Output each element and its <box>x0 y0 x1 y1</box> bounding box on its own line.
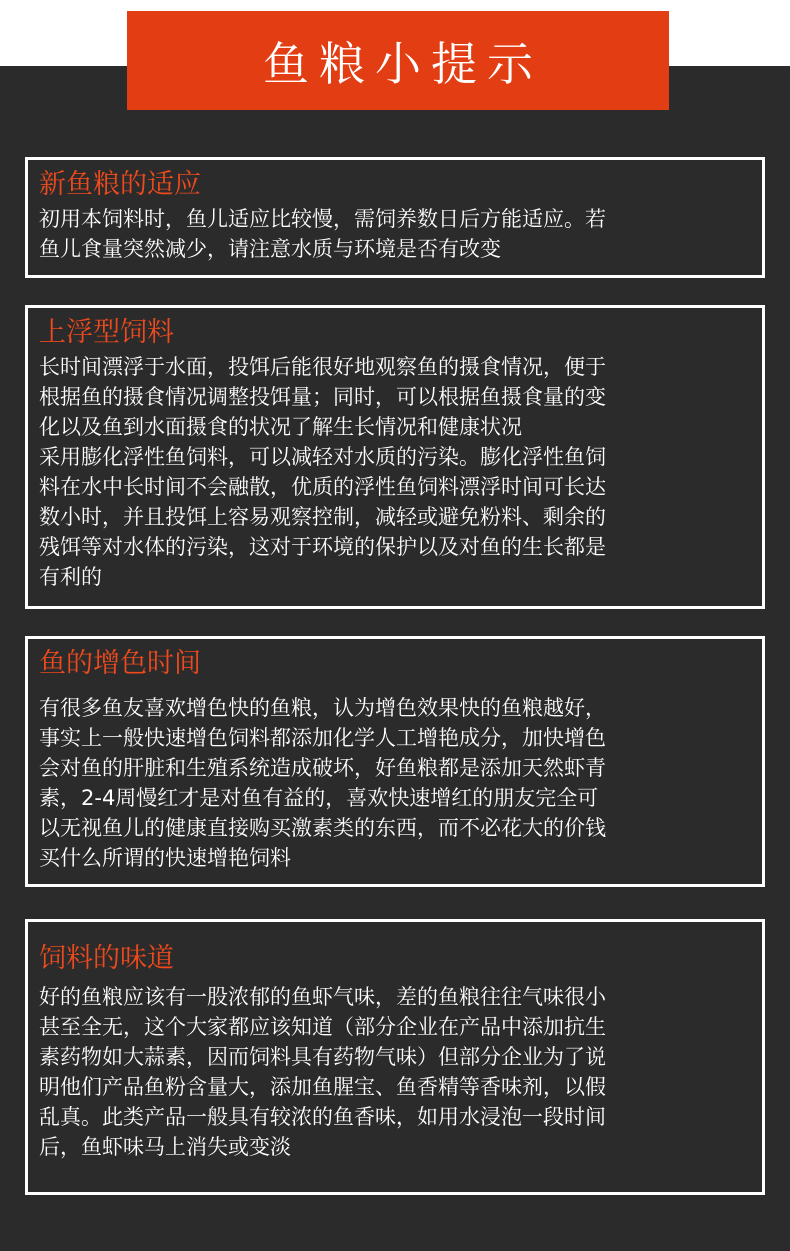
section-body <box>39 982 752 1162</box>
text-line: 数小时，并且投饵上容易观察控制，减轻或避免粉料、剩余的 <box>39 505 606 529</box>
section-new-food-adaptation <box>25 157 765 278</box>
text-line: 买什么所谓的快速增艳饲料 <box>39 846 291 870</box>
section-body <box>39 352 752 592</box>
page-title: 鱼粮小提示 <box>263 36 543 91</box>
text-line: 会对鱼的肝脏和生殖系统造成破坏，好鱼粮都是添加天然虾青 <box>39 756 606 780</box>
text-line: 事实上一般快速增色饲料都添加化学人工增艳成分，加快增色 <box>39 726 606 750</box>
text-line: 根据鱼的摄食情况调整投饵量；同时，可以根据鱼摄食量的变 <box>39 385 606 409</box>
section-body <box>39 204 752 264</box>
section-title: 新鱼粮的适应 <box>39 169 201 200</box>
text-line: 残饵等对水体的污染，这对于环境的保护以及对鱼的生长都是 <box>39 535 606 559</box>
text-line: 采用膨化浮性鱼饲料，可以减轻对水质的污染。膨化浮性鱼饲 <box>39 445 606 469</box>
text-line: 素，2-4周慢红才是对鱼有益的，喜欢快速增红的朋友完全可 <box>39 786 599 810</box>
header-banner <box>127 11 669 110</box>
text-line: 鱼儿食量突然减少，请注意水质与环境是否有改变 <box>39 237 501 261</box>
text-line: 化以及鱼到水面摄食的状况了解生长情况和健康状况 <box>39 415 522 439</box>
section-body <box>39 693 752 873</box>
text-line: 料在水中长时间不会融散，优质的浮性鱼饲料漂浮时间可长达 <box>39 475 606 499</box>
text-line: 明他们产品鱼粉含量大，添加鱼腥宝、鱼香精等香味剂，以假 <box>39 1075 606 1099</box>
text-line: 素药物如大蒜素，因而饲料具有药物气味）但部分企业为了说 <box>39 1045 606 1069</box>
text-line: 乱真。此类产品一般具有较浓的鱼香味，如用水浸泡一段时间 <box>39 1105 606 1129</box>
text-line: 好的鱼粮应该有一股浓郁的鱼虾气味，差的鱼粮往往气味很小 <box>39 985 606 1009</box>
section-title: 鱼的增色时间 <box>39 648 201 679</box>
section-title: 上浮型饲料 <box>39 317 174 348</box>
section-floating-feed <box>25 305 765 609</box>
text-line: 初用本饲料时，鱼儿适应比较慢，需饲养数日后方能适应。若 <box>39 207 606 231</box>
section-title: 饲料的味道 <box>39 943 174 974</box>
text-line: 以无视鱼儿的健康直接购买激素类的东西，而不必花大的价钱 <box>39 816 606 840</box>
section-feed-smell <box>25 919 765 1195</box>
section-color-enhancement-time <box>25 636 765 887</box>
text-line: 有很多鱼友喜欢增色快的鱼粮，认为增色效果快的鱼粮越好， <box>39 696 606 720</box>
text-line: 甚至全无，这个大家都应该知道（部分企业在产品中添加抗生 <box>39 1015 606 1039</box>
text-line: 后，鱼虾味马上消失或变淡 <box>39 1135 291 1159</box>
text-line: 长时间漂浮于水面，投饵后能很好地观察鱼的摄食情况，便于 <box>39 355 606 379</box>
text-line: 有利的 <box>39 565 102 589</box>
